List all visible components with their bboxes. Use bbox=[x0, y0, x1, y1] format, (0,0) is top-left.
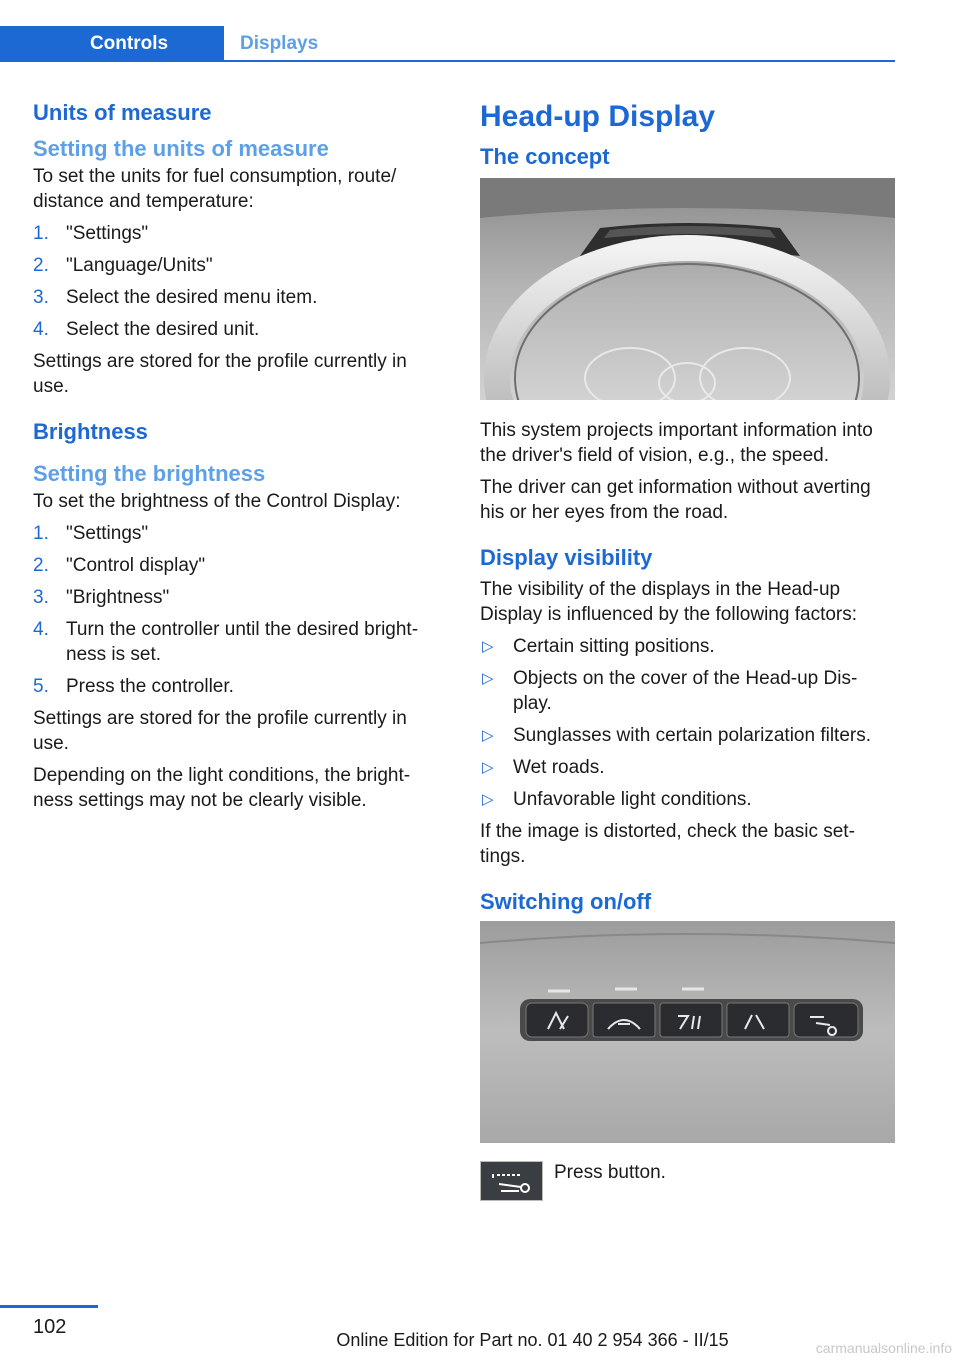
concept-heading: The concept bbox=[480, 144, 610, 169]
tab-displays[interactable]: Displays bbox=[240, 33, 319, 54]
hud-button-icon[interactable] bbox=[480, 1161, 543, 1201]
list-item: 3. "Brightness" bbox=[33, 587, 170, 608]
list-item: ▷ Sunglasses with certain polarization filters. bbox=[482, 725, 872, 746]
list-item: 1. "Settings" bbox=[33, 223, 149, 244]
footer-rule bbox=[0, 1305, 98, 1308]
button-panel-illustration bbox=[480, 921, 895, 1143]
list-item: ▷ Certain sitting positions. bbox=[482, 636, 715, 657]
list-item: 4. Select the desired unit. bbox=[33, 319, 260, 340]
list-item: ▷ Wet roads. bbox=[482, 757, 605, 778]
tab-bar-underline bbox=[0, 60, 895, 62]
brightness-intro: To set the brightness of the Control Display: bbox=[33, 491, 401, 512]
visibility-heading: Display visibility bbox=[480, 545, 653, 570]
units-intro: To set the units for fuel consumption, route/ distance and temperature: bbox=[33, 166, 397, 212]
brightness-note-visibility: Depending on the light conditions, the bright‐ ness settings may not be clearly visible. bbox=[33, 765, 411, 811]
brightness-heading: Brightness bbox=[33, 419, 148, 444]
press-button-row bbox=[480, 1161, 895, 1205]
brightness-steps bbox=[33, 521, 445, 699]
visibility-intro: The visibility of the displays in the Head-up Display is influenced by the following factors: bbox=[480, 579, 858, 625]
top-tab-bar bbox=[0, 26, 895, 62]
list-item: 1. "Settings" bbox=[33, 523, 149, 544]
concept-paragraph-2: The driver can get information without averting his or her eyes from the road. bbox=[480, 477, 871, 523]
list-item: 4. Turn the controller until the desired bright‐ ness is set. bbox=[33, 619, 419, 665]
units-subheading: Setting the units of measure bbox=[33, 136, 329, 161]
press-button-text: Press button. bbox=[554, 1162, 666, 1183]
list-item: 5. Press the controller. bbox=[33, 676, 234, 697]
watermark: carmanualsonline.info bbox=[815, 1340, 952, 1356]
right-column bbox=[480, 96, 895, 1205]
visibility-factors bbox=[480, 634, 895, 812]
visibility-note: If the image is distorted, check the basic set‐ tings. bbox=[480, 821, 855, 867]
list-item: ▷ Objects on the cover of the Head-up Dis‐ play. bbox=[482, 668, 858, 714]
page-number: 102 bbox=[33, 1316, 67, 1338]
brightness-subheading: Setting the brightness bbox=[33, 461, 266, 486]
units-steps bbox=[33, 221, 445, 342]
left-column bbox=[33, 96, 445, 820]
hud-dashboard-illustration bbox=[480, 178, 895, 400]
list-item: 3. Select the desired menu item. bbox=[33, 287, 318, 308]
concept-paragraph-1: This system projects important information into the driver's field of vision, e.g., the speed. bbox=[480, 420, 873, 466]
list-item: ▷ Unfavorable light conditions. bbox=[482, 789, 752, 810]
edition-text: Online Edition for Part no. 01 40 2 954 366 - II/15 bbox=[336, 1330, 729, 1350]
list-item: 2. "Language/Units" bbox=[33, 255, 213, 276]
units-heading: Units of measure bbox=[33, 100, 212, 125]
switching-heading: Switching on/off bbox=[480, 889, 652, 914]
page-title: Head-up Display bbox=[480, 100, 716, 133]
units-note: Settings are stored for the profile currently in use. bbox=[33, 351, 407, 397]
brightness-note: Settings are stored for the profile currently in use. bbox=[33, 708, 407, 754]
list-item: 2. "Control display" bbox=[33, 555, 206, 576]
tab-controls[interactable]: Controls bbox=[0, 26, 224, 62]
